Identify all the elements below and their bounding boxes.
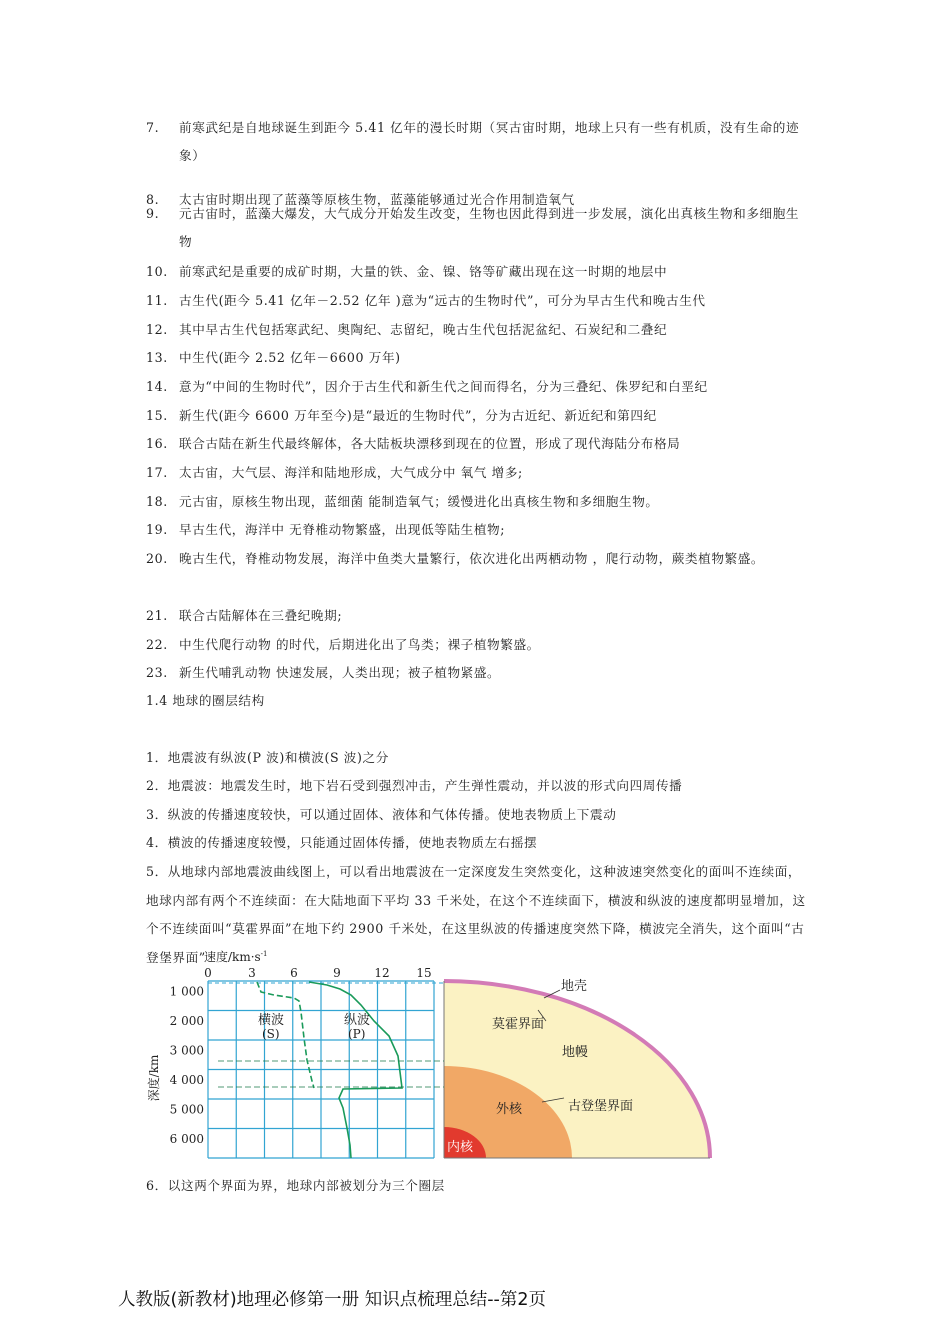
section-item-1: 1．地震波有纵波(P 波)和横波(S 波)之分 [146, 750, 389, 765]
list-item-text: 前寒武纪是自地球诞生到距今 5.41 亿年的漫长时期（冥古宙时期，地球上只有一些有机质，没有生命的迹象） [179, 120, 800, 163]
list-item-number: 8. [146, 192, 160, 207]
list-item [146, 402, 812, 430]
list-item-text: 新生代哺乳动物 快速发展，人类出现；被子植物紧盛。 [179, 665, 501, 680]
list-item-text: 联合古陆在新生代最终解体，各大陆板块漂移到现在的位置，形成了现代海陆分布格局 [179, 436, 681, 451]
list-item [146, 200, 812, 256]
list-item-number: 19. [146, 522, 168, 537]
y-tick-label: 2 000 [169, 1014, 204, 1028]
list-item [146, 516, 812, 544]
list-item-text: 新生代(距今 6600 万年至今)是“最近的生物时代”，分为古近纪、新近纪和第四纪 [179, 408, 657, 423]
p-wave-label: 纵波 [344, 1013, 371, 1028]
list-item-number: 13. [146, 350, 168, 365]
list-item [146, 430, 812, 458]
list-item-text: 太古宙，大气层、海洋和陆地形成，大气成分中 氧气 增多; [179, 465, 523, 480]
x-axis-ticks [204, 966, 431, 980]
seismic-wave-diagram [144, 948, 716, 1163]
list-item-number: 18. [146, 494, 168, 509]
y-tick-label: 3 000 [169, 1043, 204, 1058]
section-item-3: 3．纵波的传播速度较快，可以通过固体、液体和气体传播。使地表物质上下震动 [146, 807, 617, 822]
list-item-text: 太古宙时期出现了蓝藻等原核生物，蓝藻能够通过光合作用制造氧气 [179, 192, 575, 207]
y-tick-label: 5 000 [169, 1102, 204, 1117]
list-item-text: 前寒武纪是重要的成矿时期，大量的铁、金、镍、铬等矿藏出现在这一时期的地层中 [179, 264, 668, 279]
list-item [146, 602, 812, 630]
list-item [146, 344, 812, 372]
y-axis-title: 深度/km [147, 1054, 161, 1102]
x-axis-title: 速度$/km\cdot s^{-1}$ [204, 950, 268, 964]
mantle-label: 地幔 [562, 1045, 589, 1060]
list-item [146, 258, 812, 286]
list-item-text: 早古生代，海洋中 无脊椎动物繁盛，出现低等陆生植物; [179, 522, 506, 537]
x-tick-label: 3 [248, 966, 256, 980]
y-tick-label: 6 000 [169, 1132, 204, 1146]
list-item-number: 22. [146, 637, 168, 652]
list-item-number: 14. [146, 379, 168, 394]
list-item [146, 316, 812, 344]
p-wave-sub: (P) [348, 1027, 366, 1041]
list-item-text: 古生代(距今 5.41 亿年－2.52 亿年 )意为“远古的生物时代”，可分为早古生代和晚古生代 [179, 293, 706, 308]
list-item-number: 21. [146, 608, 168, 623]
x-tick-label: 6 [290, 966, 298, 980]
earth-structure-figure [144, 948, 716, 1163]
x-tick-label: 15 [416, 966, 432, 980]
list-item-number: 17. [146, 465, 168, 480]
list-item-text: 晚古生代，脊椎动物发展，海洋中鱼类大量繁行，依次进化出两栖动物 ，爬行动物，蕨类植物繁盛。 [179, 551, 765, 566]
list-item-number: 23. [146, 665, 168, 680]
list-item-text: 元古宙，原核生物出现，蓝细菌 能制造氧气；缓慢进化出真核生物和多细胞生物。 [179, 494, 659, 509]
list-item-text: 中生代爬行动物 的时代，后期进化出了鸟类；裸子植物繁盛。 [179, 637, 540, 652]
list-item-text: 意为“中间的生物时代”，因介于古生代和新生代之间而得名，分为三叠纪、侏罗纪和白垩纪 [179, 379, 708, 394]
section-item-4: 4．横波的传播速度较慢，只能通过固体传播，使地表物质左右摇摆 [146, 835, 538, 850]
list-item-number: 11. [146, 293, 168, 308]
list-item-number: 20. [146, 551, 168, 566]
moho-label: 莫霍界面 [492, 1017, 545, 1032]
after-figure-text: 6．以这两个界面为界，地球内部被划分为三个圈层 [146, 1178, 445, 1193]
list-item [146, 287, 812, 315]
crust-label: 地壳 [561, 979, 588, 994]
list-item-text: 其中早古生代包括寒武纪、奥陶纪、志留纪，晚古生代包括泥盆纪、石炭纪和二叠纪 [179, 322, 668, 337]
list-item-text: 联合古陆解体在三叠纪晚期; [179, 608, 343, 623]
page-footer: 人教版(新教材)地理必修第一册 知识点梳理总结--第2页 [118, 1290, 546, 1310]
list-item [146, 459, 812, 487]
earth-cross-section [444, 978, 710, 1158]
inner-core-label: 内核 [447, 1140, 474, 1155]
list-item-number: 12. [146, 322, 168, 337]
x-tick-label: 0 [204, 966, 212, 980]
gutenberg-label: 古登堡界面 [568, 1099, 634, 1114]
section-item-2: 2．地震波：地震发生时，地下岩石受到强烈冲击，产生弹性震动，并以波的形式向四周传播 [146, 778, 683, 793]
x-tick-label: 12 [374, 966, 390, 980]
list-item [146, 631, 812, 659]
list-item [146, 545, 812, 573]
y-tick-label: 4 000 [169, 1073, 204, 1087]
list-item-number: 7. [146, 120, 160, 135]
list-item-number: 10. [146, 264, 168, 279]
chart-grid [208, 981, 444, 1158]
velocity-depth-chart [146, 949, 444, 1158]
list-item-text: 中生代(距今 2.52 亿年－6600 万年) [179, 350, 401, 365]
s-wave-sub: (S) [262, 1027, 280, 1041]
list-item [146, 488, 812, 516]
outer-core-label: 外核 [496, 1102, 523, 1117]
y-tick-label: 1 000 [169, 984, 204, 999]
list-item [146, 373, 812, 401]
section-item-5: 5．从地球内部地震波曲线图上，可以看出地震波在一定深度发生突然变化，这种波速突然变化的面叫不连续面，地球内部有两个不连续面：在大陆地面下平均 33 千米处，在这个不连续面下，横波和纵波的速度都明显增加，这个不连续面叫“莫霍界面”在地下约 2900 千米处，在这里纵波的传播速度突然下降，横波完全消失，这个面叫“古登堡界面” [146, 864, 806, 965]
list-item-number: 15. [146, 408, 168, 423]
list-item [146, 114, 812, 170]
list-item-text: 元古宙时，蓝藻大爆发，大气成分开始发生改变，生物也因此得到进一步发展，演化出真核生物和多细胞生物 [179, 206, 800, 249]
list-item-number: 9. [146, 206, 160, 221]
list-item-number: 16. [146, 436, 168, 451]
section-title: 1.4 地球的圈层结构 [146, 693, 265, 708]
y-axis-ticks [170, 985, 204, 1147]
list-item [146, 659, 812, 687]
s-wave-label: 横波 [258, 1013, 285, 1028]
x-tick-label: 9 [333, 966, 341, 980]
